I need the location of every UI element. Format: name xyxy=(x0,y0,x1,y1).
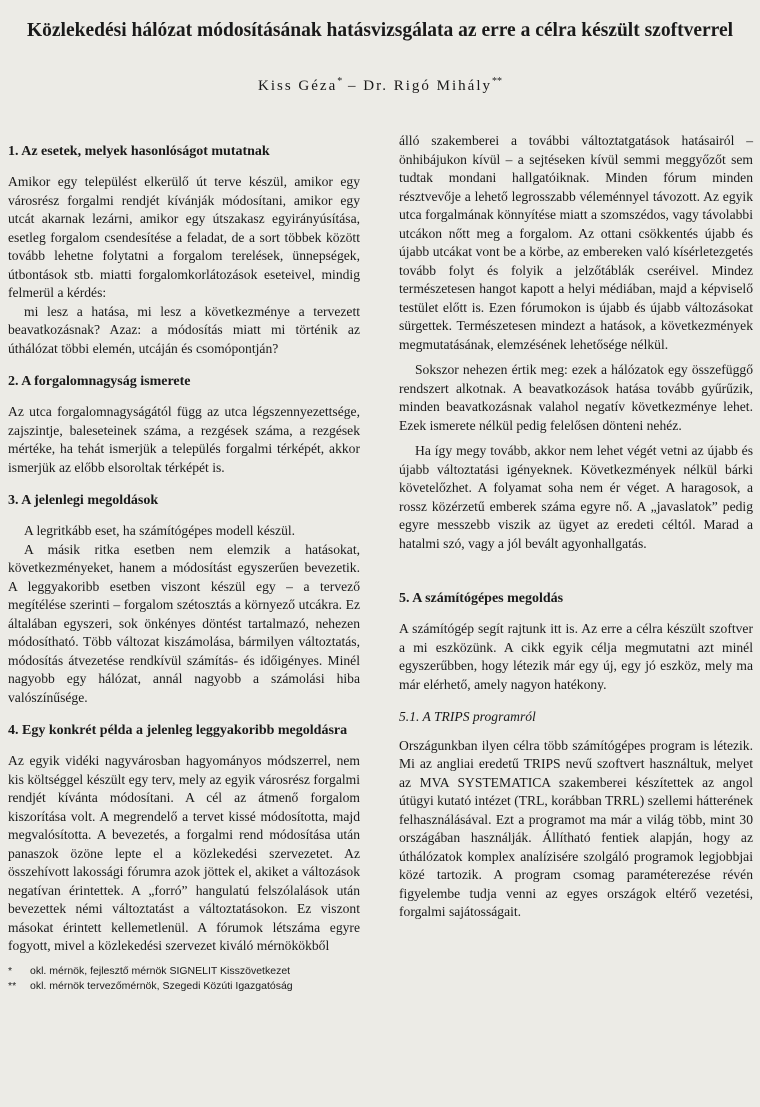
author-2: Dr. Rigó Mihály xyxy=(363,78,492,94)
section-1-heading: 1. Az esetek, melyek hasonlóságot mutatnak xyxy=(8,144,270,159)
section-5-paragraph-1: A számítógép segít rajtunk itt is. Az erre a célra készült szoftver a mi eszközünk. A cikk egyik célja megmutatni azt minél egyszerűbben, hogy létezik már egy új, egy jó eszköz, mely ma már elérhető, amely nagyon hatékony. xyxy=(399,621,753,692)
section-4-paragraph-1-continued: álló szakemberei a további változtatgatások hatásairól – önhibájukon kívül – a sejtéseken kívül semmi meggyőzőt sem tudtak mondani hallgatóiknak. Minden fórum minden résztvevője a lehető legrosszabb véleménnyel távozott. Az egyik utca forgalmának könnyítése miatt a szomszédos, vagy távolabbi utcákon nőtt meg a forgalom. Az ottani csökkentés újabb és újabb utcákat vont be a körbe, az embereken való kísérletezgetés tovább folyt és folyik a jelzőtáblák cseréivel. Mindez természetesen hangot kapott a helyi médiában, majd a képviselő testület előtt is. Ezen fórumokon is újabb és újabb változásokat sürgettek. Természetesen mindezt a hatások, a következmények megmutatásának, elemzésének lehetősége nélkül. xyxy=(399,133,753,352)
left-column xyxy=(8,134,360,994)
section-2-paragraph-1: Az utca forgalomnagyságától függ az utca légszennyezettsége, zajszintje, baleseteinek száma, a rezgések száma, a rezgések mértéke, ha tehát ismerjük a település forgalmi térképét, akkor ismerjük az előbb elsoroltak térképét is. xyxy=(8,404,360,475)
footnote-1-text: okl. mérnök, fejlesztő mérnök SIGNELIT Kisszövetkezet xyxy=(30,964,291,977)
author-line xyxy=(0,76,760,95)
footnote-1 xyxy=(8,964,360,979)
author-separator: – xyxy=(342,78,364,94)
author-1: Kiss Géza xyxy=(258,78,338,94)
footnote-2-text: okl. mérnök tervezőmérnök, Szegedi Közúti Igazgatóság xyxy=(30,979,293,992)
section-3-heading: 3. A jelenlegi megoldások xyxy=(8,493,159,508)
section-4-heading: 4. Egy konkrét példa a jelenleg leggyakoribb megoldásra xyxy=(8,723,348,738)
author-2-mark: ** xyxy=(492,76,502,87)
footnote-2-mark: ** xyxy=(8,979,17,992)
footnote-2 xyxy=(8,979,360,994)
section-5-heading: 5. A számítógépes megoldás xyxy=(399,591,564,606)
section-1-paragraph-2: mi lesz a hatása, mi lesz a következménye a tervezett beavatkozásnak? Azaz: a módosítás miatt mi történik az úthálózat többi elemén, utcáján és csomópontján? xyxy=(8,303,360,356)
section-3-paragraph-1: A legritkább eset, ha számítógépes modell készül. xyxy=(24,523,296,538)
section-2-heading: 2. A forgalomnagyság ismerete xyxy=(8,374,191,389)
section-4-paragraph-3: Ha így megy tovább, akkor nem lehet végét vetni az újabb és újabb változtatási igényeknek. Következmények nélkül bárki követelőzhet. A folyamat soha nem ér véget. A haragosok, a rossz közérzetű emberek száma egyre nő. A „javaslatok” pedig egyre messzebb viszik az ügyet az eredeti céltól. Marad a hatalmi szó, vagy a jól bevált agyonhallgatás. xyxy=(399,443,753,551)
paper-title: Közlekedési hálózat módosításának hatásvizsgálata az erre a célra készült szoftverrel xyxy=(26,20,734,41)
right-column xyxy=(399,134,753,922)
section-5-1-heading: 5.1. A TRIPS programról xyxy=(399,709,536,724)
section-1-paragraph-1: Amikor egy települést elkerülő út terve készül, amikor egy városrész forgalmi rendjét kívánják módosítani, amikor egy utcát akarnak lezárni, amikor egy útszakasz egyirányúsítása, esetleg forgalom csendesítése a feladat, de a sort többek között tovább lehetne folytatni a forgalom terelések, ünnepségek, útbontások stb. miatti forgalomkorlátozások eseteivel, mindig felmerül a kérdés: xyxy=(8,174,360,300)
section-4-paragraph-1: Az egyik vidéki nagyvárosban hagyományos módszerrel, nem kis költséggel készült egy terv, mely az egyik városrész forgalmi rendjét kívánta módosítani. A cél az átmenő forgalom kiszorítása volt. A megrendelő a tervet kissé módosította, majd megvalósította. A bevezetés, a forgalmi rend módosítása után panaszok özöne lepte el a közlekedési szervezetet. Az összehívott lakossági fórumra azok jöttek el, akiket a változások negatívan érintettek. A „forró” hangulatú felszólalások után bevezettek némi változtatást a változtatásokon. Ez viszont másokat érintett kellemetlenül. A fórumok létszáma egyre fogyott, mivel a közlekedési szervezet kiváló mérnökökből xyxy=(8,753,360,953)
section-3-paragraph-2: A másik ritka esetben nem elemzik a hatásokat, következményeket, hanem a módosítást egyszerűen bevezetik. A leggyakoribb esetben viszont készül egy – a tervező megítélése szerinti – forgalom szétosztás a környező utcákra. Ez általában egyszeri, sok önkényes döntést tartalmazó, nehezen módosítható. Több változat kiszámolása, bármilyen változtatás, módosítás átvezetése rendkívül számítás- és időigényes. Minél nagyobb egy hálózat, annál nagyobb a számolási hiba valószínűsége. xyxy=(8,541,360,705)
footnote-1-mark: * xyxy=(8,964,13,977)
section-4-paragraph-2: Sokszor nehezen értik meg: ezek a hálózatok egy összefüggő rendszert alkotnak. A beavatkozások hatása tovább gyűrűzik, minden beavatkozásnak valahol negatív következménye lehet. Ezek ismerete nélkül pedig felelősen dönteni nehéz. xyxy=(399,362,753,433)
author-1-mark: * xyxy=(337,76,343,87)
footnotes xyxy=(8,964,360,994)
section-5-paragraph-2: Országunkban ilyen célra több számítógépes program is létezik. Mi az angliai eredetű TRIPS nevű szoftvert használtuk, melyet az MVA SYSTEMATICA szakemberei készítettek az angol útügyi kutató intézet (TRL, korábban TRRL) szellemi hátterének felhasználásával. Ezt a programot ma már a világ több, mint 30 országában használják. Állítható fentiek alapján, hogy az úthálózatok komplex analízisére szolgáló programok legjobbjai közé tartozik. A program csomag paraméterezése révén figyelembe tudja venni az egyes országok eltérő vezetési, forgalmi sajátosságait. xyxy=(399,737,753,919)
